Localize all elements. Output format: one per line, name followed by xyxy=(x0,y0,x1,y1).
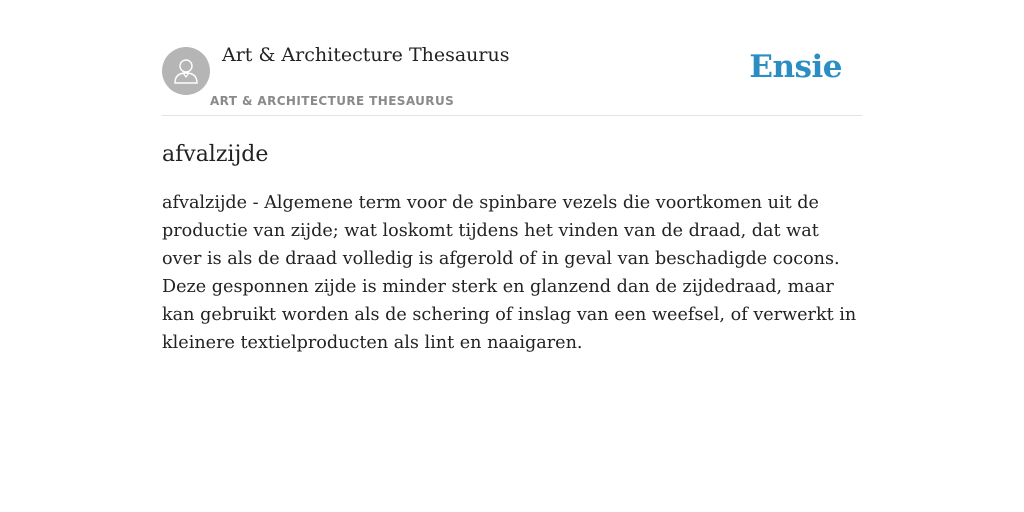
brand-logo[interactable]: Ensie xyxy=(749,49,842,85)
user-icon xyxy=(171,56,201,86)
page-title: afvalzijde xyxy=(162,142,269,167)
source-label[interactable]: ART & ARCHITECTURE THESAURUS xyxy=(210,94,455,108)
author-name[interactable]: Art & Architecture Thesaurus xyxy=(222,44,510,66)
page-container xyxy=(162,0,862,357)
avatar[interactable] xyxy=(162,47,210,95)
definition-text: afvalzijde - Algemene term voor de spinbare vezels die voortkomen uit de productie van zijde; wat loskomt tijdens het vinden van de draad, dat wat over is als de draad volledig is afgerold of in geval van beschadigde cocons. Deze gesponnen zijde is minder sterk en glanzend dan de zijdedraad, maar kan gebruikt worden als de schering of inslag van een weefsel, of verwerkt in kleinere textielproducten als lint en naaigaren. xyxy=(162,193,857,353)
entry-header xyxy=(162,0,862,116)
